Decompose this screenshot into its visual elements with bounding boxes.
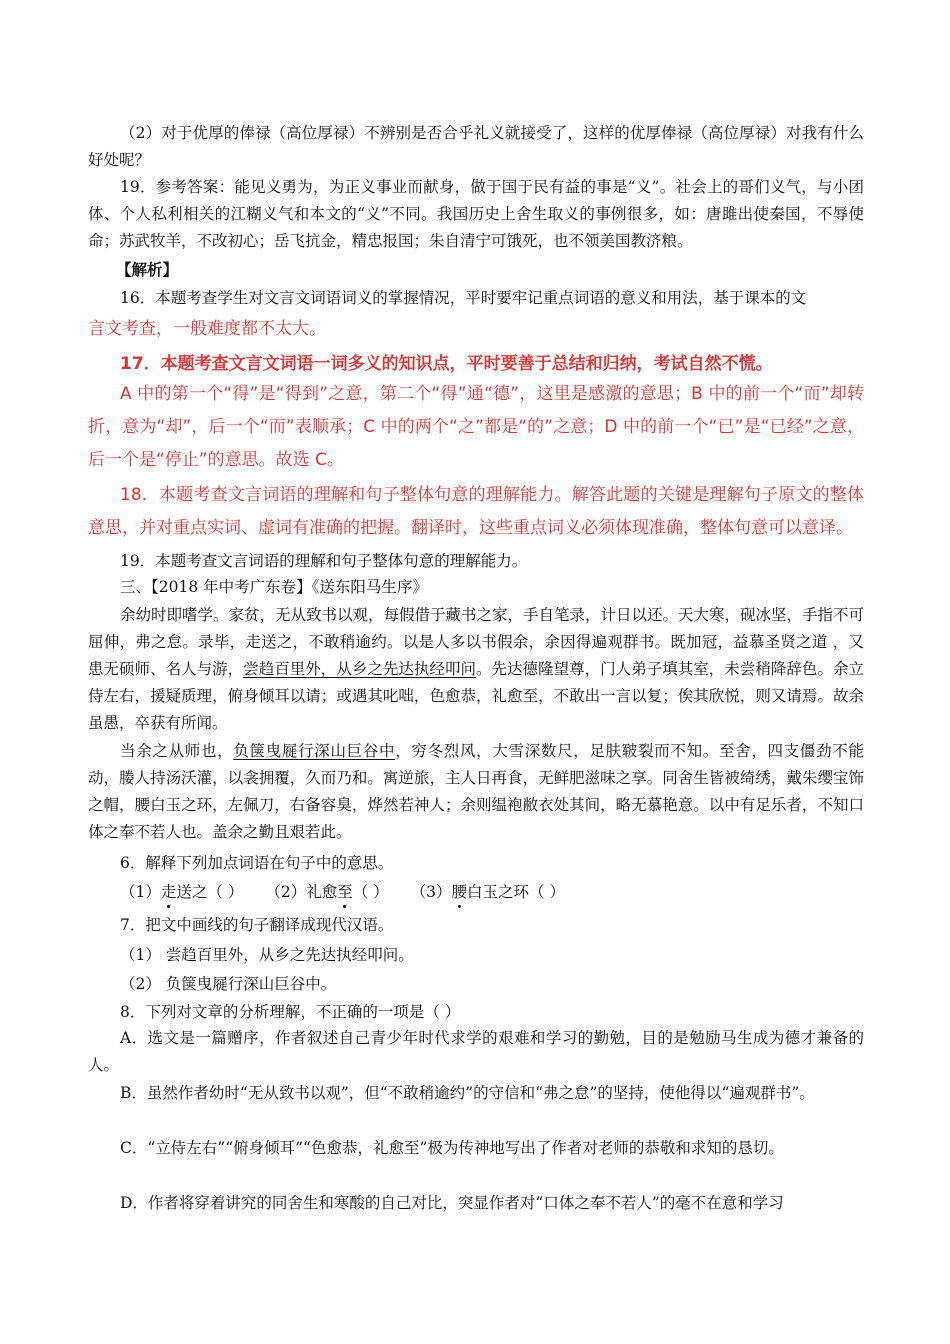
underlined-sentence-2: 负箧曳屣行深山巨谷中 [233, 742, 396, 760]
analysis-17-detail: A 中的第一个“得”是“得到”之意，第二个“得”通“德”，这里是感激的意思；B 中的前一个“而”却转折，意为“却”，后一个“而”表顺承；C 中的两个“之”都是“的”之意；D 中的前一个“已”是“已经”之意，后一个是“停止”的意思。故选 C。 [88, 384, 864, 470]
q6-item3-dotted-word: 腰 [451, 883, 468, 901]
q6-item1-prefix: （1） [120, 883, 161, 901]
question-7: 7．把文中画线的句子翻译成现代汉语。 [120, 916, 394, 934]
answer-18-2: （2）对于优厚的俸禄（高位厚禄）不辨别是否合乎礼义就接受了，这样的优厚俸禄（高位厚禄）对我有什么好处呢？ [88, 124, 864, 169]
analysis-16-line1: 16．本题考查学生对文言文词语词义的掌握情况，平时要牢记重点词语的意义和用法，基于课本的文 [120, 289, 807, 307]
question-8-option-c: C．“立侍左右”“俯身倾耳”“色愈恭，礼愈至”极为传神地写出了作者对老师的恭敬和求知的恳切。 [120, 1139, 784, 1157]
question-8-option-a: A．选文是一篇赠序，作者叙述自己青少年时代求学的艰难和学习的勤勉，目的是勉励马生成为德才兼备的人。 [88, 1029, 864, 1074]
passage-1-text-a: 余幼时即嗜学。家贫，无从致书以观，每假借于藏书之家，手自笔录，计日以还。天大寒，砚冰坚，手指不可屈伸，弗之怠。录毕，走送之，不敢稍逾约。以是人多以书假余，余因得遍观群书。既加冠，益慕圣贤之道 ，又患无硕师、名人与游， [88, 606, 865, 678]
q6-item3-prefix: （3） [410, 883, 452, 901]
analysis-18: 18．本题考查文言词语的理解和句子整体句意的理解能力。解答此题的关键是理解句子原文的整体意思，并对重点实词、虚词有准确的把握。翻译时，这些重点词义必须体现准确，整体句意可以意译。 [88, 485, 864, 538]
q6-item1-suffix: 送之（ ） [176, 883, 244, 901]
q6-item2-suffix: （ ） [352, 883, 389, 901]
passage-1-text-b: 。先达德隆望尊，门人弟子填其室，未尝稍降辞色。余立侍左右，援疑质理，俯身倾耳以请；或遇其叱咄，色愈恭，礼愈至，不敢出一言以复；俟其欣悦，则又请焉。故余虽愚，卒获有所闻。 [88, 660, 864, 732]
q6-item1-dotted-word: 走 [160, 883, 177, 901]
analysis-heading [116, 256, 892, 284]
passage-paragraph-2 [88, 738, 864, 846]
question-8: 8．下列对文章的分析理解，不正确的一项是（ ） [120, 1003, 461, 1021]
q6-item2-prefix: （2）礼愈 [265, 883, 338, 901]
section-3-title: 三、【2018 年中考广东卷】《送东阳马生序》 [120, 578, 428, 596]
analysis-16-line2: 言文考查，一般难度都不太大。 [88, 319, 326, 339]
analysis-19: 19．本题考查文言词语的理解和句子整体句意的理解能力。 [120, 552, 528, 570]
answer-19: 19．参考答案：能见义勇为，为正义事业而献身，做于国于民有益的事是“义”。社会上的哥们义气，与小团体、个人私利相关的江糊义气和本文的“义”不同。我国历史上舍生取义的事例很多，如：唐雎出使秦国，不辱使命；苏武牧羊，不改初心；岳飞抗金，精忠报国；朱自清宁可饿死，也不领美国教济粮。 [88, 178, 864, 250]
question-6: 6．解释下列加点词语在句子中的意思。 [120, 854, 394, 872]
question-7-1: （1） 尝趋百里外，从乡之先达执经叩问。 [120, 946, 414, 964]
question-8-option-b: B．虽然作者幼时“无从致书以观”，但“不敢稍逾约”的守信和“弗之怠”的坚持，使他得以“遍观群书”。 [120, 1084, 815, 1102]
passage-2-text-a: 当余之从师也， [120, 742, 234, 760]
analysis-heading-text: 【解析】 [116, 260, 179, 279]
analysis-17: 17．本题考查文言文词语一词多义的知识点，平时要善于总结和归纳，考试自然不慌。 [120, 354, 773, 374]
question-8-option-d: D．作者将穿着讲究的同舍生和寒酸的自己对比，突显作者对“口体之奉不若人”的毫不在意和学习 [120, 1194, 784, 1212]
underlined-sentence-1: 尝趋百里外，从乡之先达执经叩问 [243, 660, 476, 678]
q6-item2-dotted-word: 至 [337, 883, 353, 901]
passage-paragraph-1 [88, 602, 864, 737]
q6-item3-suffix: 白玉之环（ ） [467, 883, 565, 901]
question-6-items [88, 879, 864, 906]
passage-2-text-b: ，穷冬烈风，大雪深数尺，足肤皲裂而不知。至舍，四支僵劲不能动，媵人持汤沃灌，以衾拥覆，久而乃和。寓逆旅，主人日再食，无鲜肥滋味之享。同舍生皆被绮绣，戴朱缨宝饰之帽，腰白玉之环，左佩刀，右备容臭，烨然若神人；余则缊袍敝衣处其间，略无慕艳意。以中有足乐者，不知口体之奉不若人也。盖余之勤且艰若此。 [88, 742, 864, 841]
question-7-2: （2） 负箧曳屣行深山巨谷中。 [120, 975, 337, 993]
